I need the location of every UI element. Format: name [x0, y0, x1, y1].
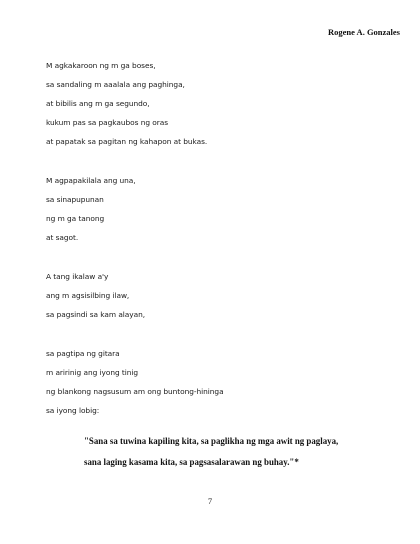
poem-line: ng m ga tanong	[46, 214, 105, 223]
poem-line: A tang ikalaw a'y	[46, 272, 109, 281]
quote-line: sana laging kasama kita, sa pagsasalarawan ng buhay."*	[84, 457, 299, 467]
poem-line: sa pagsindi sa kam alayan,	[46, 310, 146, 319]
poem-line: at papatak sa pagitan ng kahapon at bukas.	[46, 137, 208, 146]
poem-line: M agpapakilala ang una,	[46, 176, 136, 185]
poem-line: ang m agsisilbing ilaw,	[46, 291, 130, 300]
quote-line: "Sana sa tuwina kapiling kita, sa paglikha ng mga awit ng paglaya,	[84, 436, 339, 446]
stanza-1	[46, 56, 386, 151]
poem-line: sa sinapupunan	[46, 195, 104, 204]
poem-body	[46, 56, 386, 420]
closing-quote	[84, 431, 404, 473]
poem-line: sa pagtipa ng gitara	[46, 349, 120, 358]
poem-line: sa iyong lobig:	[46, 406, 100, 415]
poem-line: ng blankong nagsusum am ong buntong-hininga	[46, 387, 224, 396]
poem-line: kukum pas sa pagkaubos ng oras	[46, 118, 169, 127]
poem-line: at sagot.	[46, 233, 79, 242]
stanza-2	[46, 171, 386, 247]
author-name: Rogene A. Gonzales	[327, 27, 400, 37]
poem-line: M agkakaroon ng m ga boses,	[46, 61, 156, 70]
poem-line: at bibilis ang m ga segundo,	[46, 99, 150, 108]
poem-line: m aririnig ang iyong tinig	[46, 368, 139, 377]
stanza-3	[46, 267, 386, 324]
stanza-4	[46, 344, 386, 420]
page-number: 7	[207, 496, 213, 506]
poem-line: sa sandaling m aaalala ang paghinga,	[46, 80, 185, 89]
